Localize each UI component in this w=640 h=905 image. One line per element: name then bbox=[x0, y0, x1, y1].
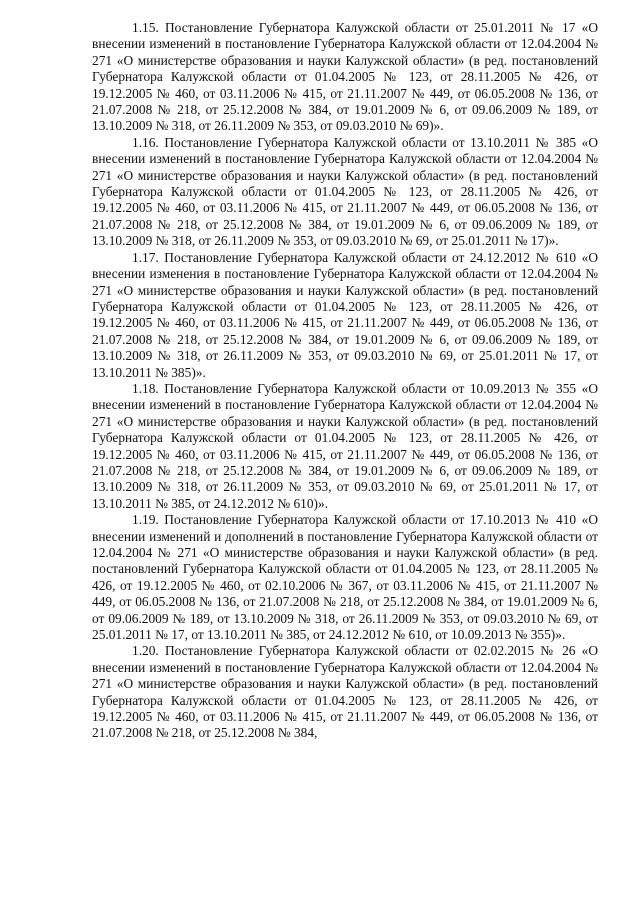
paragraph-1-15: 1.15. Постановление Губернатора Калужской области от 25.01.2011 № 17 «О внесении изменений в постановление Губернатора Калужской области от 12.04.2004 № 271 «О министерстве образования и науки Калужской области» (в ред. постановлений Губернатора Калужской области от 01.04.2005 № 123, от 28.11.2005 № 426, от 19.12.2005 № 460, от 03.11.2006 № 415, от 21.11.2007 № 449, от 06.05.2008 № 136, от 21.07.2008 № 218, от 25.12.2008 № 384, от 19.01.2009 № 6, от 09.06.2009 № 189, от 13.10.2009 № 318, от 26.11.2009 № 353, от 09.03.2010 № 69)». bbox=[92, 20, 598, 134]
paragraph-1-17: 1.17. Постановление Губернатора Калужской области от 24.12.2012 № 610 «О внесении изменения в постановление Губернатора Калужской области от 12.04.2004 № 271 «О министерстве образования и науки Калужской области» (в ред. постановлений Губернатора Калужской области от 01.04.2005 № 123, от 28.11.2005 № 426, от 19.12.2005 № 460, от 03.11.2006 № 415, от 21.11.2007 № 449, от 06.05.2008 № 136, от 21.07.2008 № 218, от 25.12.2008 № 384, от 19.01.2009 № 6, от 09.06.2009 № 189, от 13.10.2009 № 318, от 26.11.2009 № 353, от 09.03.2010 № 69, от 25.01.2011 № 17, от 13.10.2011 № 385)». bbox=[92, 249, 598, 380]
paragraph-1-20: 1.20. Постановление Губернатора Калужской области от 02.02.2015 № 26 «О внесении изменений в постановление Губернатора Калужской области от 12.04.2004 № 271 «О министерстве образования и науки Калужской области» (в ред. постановлений Губернатора Калужской области от 01.04.2005 № 123, от 28.11.2005 № 426, от 19.12.2005 № 460, от 03.11.2006 № 415, от 21.11.2007 № 449, от 06.05.2008 № 136, от 21.07.2008 № 218, от 25.12.2008 № 384, bbox=[92, 643, 598, 741]
document-page bbox=[92, 20, 598, 742]
paragraph-1-19: 1.19. Постановление Губернатора Калужской области от 17.10.2013 № 410 «О внесении изменений и дополнений в постановление Губернатора Калужской области от 12.04.2004 № 271 «О министерстве образования и науки Калужской области» (в ред. постановлений Губернатора Калужской области от 01.04.2005 № 123, от 28.11.2005 № 426, от 19.12.2005 № 460, от 02.10.2006 № 367, от 03.11.2006 № 415, от 21.11.2007 № 449, от 06.05.2008 № 136, от 21.07.2008 № 218, от 25.12.2008 № 384, от 19.01.2009 № 6, от 09.06.2009 № 189, от 13.10.2009 № 318, от 26.11.2009 № 353, от 09.03.2010 № 69, от 25.01.2011 № 17, от 13.10.2011 № 385, от 24.12.2012 № 610, от 10.09.2013 № 355)». bbox=[92, 512, 598, 643]
paragraph-1-18: 1.18. Постановление Губернатора Калужской области от 10.09.2013 № 355 «О внесении изменений в постановление Губернатора Калужской области от 12.04.2004 № 271 «О министерстве образования и науки Калужской области» (в ред. постановлений Губернатора Калужской области от 01.04.2005 № 123, от 28.11.2005 № 426, от 19.12.2005 № 460, от 03.11.2006 № 415, от 21.11.2007 № 449, от 06.05.2008 № 136, от 21.07.2008 № 218, от 25.12.2008 № 384, от 19.01.2009 № 6, от 09.06.2009 № 189, от 13.10.2009 № 318, от 26.11.2009 № 353, от 09.03.2010 № 69, от 25.01.2011 № 17, от 13.10.2011 № 385, от 24.12.2012 № 610)». bbox=[92, 380, 598, 511]
paragraph-1-16: 1.16. Постановление Губернатора Калужской области от 13.10.2011 № 385 «О внесении изменений в постановление Губернатора Калужской области от 12.04.2004 № 271 «О министерстве образования и науки Калужской области» (в ред. постановлений Губернатора Калужской области от 01.04.2005 № 123, от 28.11.2005 № 426, от 19.12.2005 № 460, от 03.11.2006 № 415, от 21.11.2007 № 449, от 06.05.2008 № 136, от 21.07.2008 № 218, от 25.12.2008 № 384, от 19.01.2009 № 6, от 09.06.2009 № 189, от 13.10.2009 № 318, от 26.11.2009 № 353, от 09.03.2010 № 69, от 25.01.2011 № 17)». bbox=[92, 134, 598, 249]
